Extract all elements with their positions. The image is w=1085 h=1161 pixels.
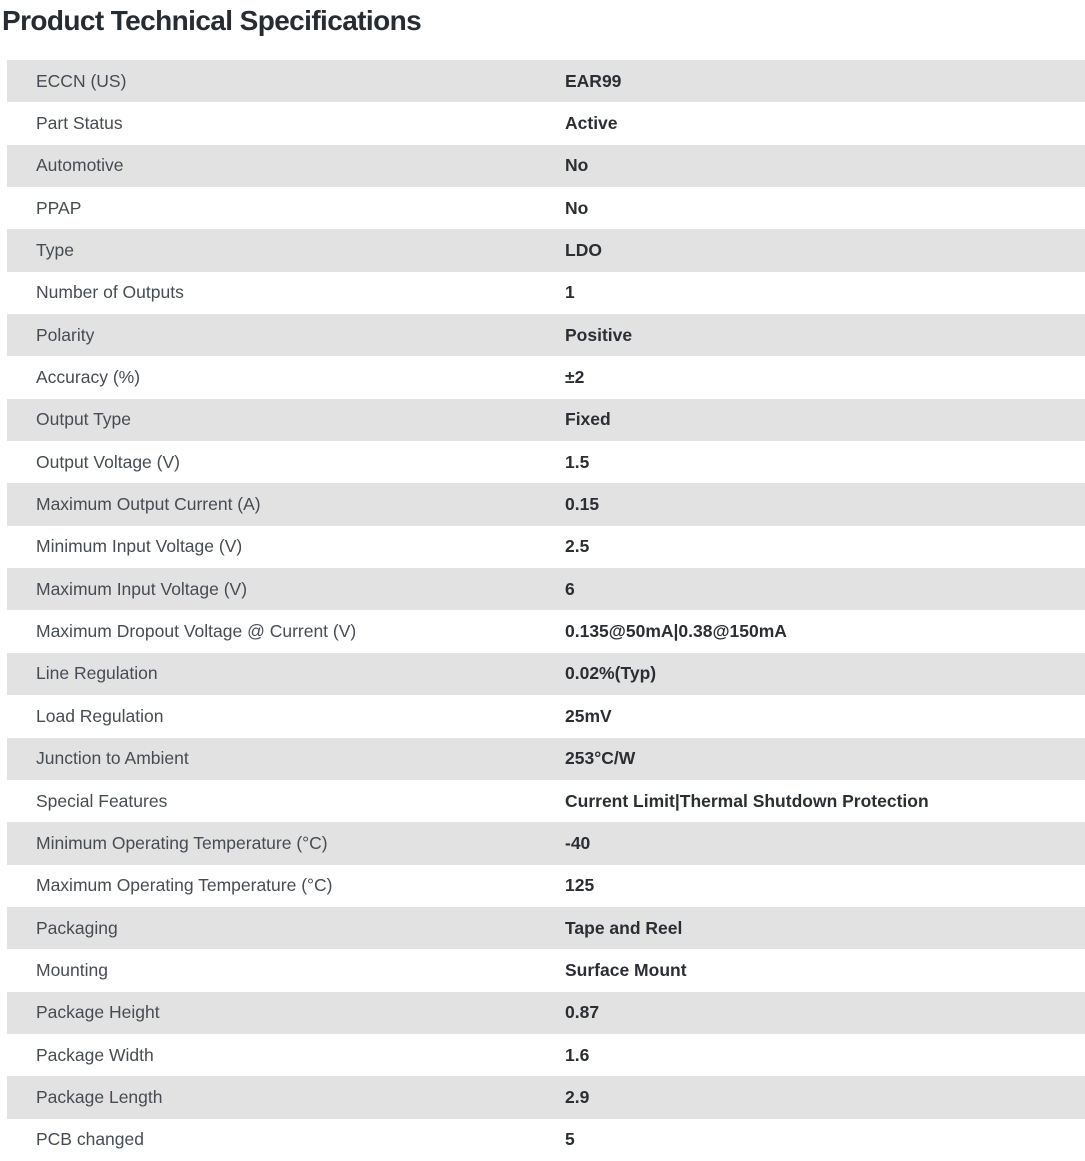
- spec-label: Part Status: [36, 113, 123, 134]
- table-row: [7, 187, 1085, 229]
- spec-value: ±2: [565, 367, 585, 388]
- spec-label: PCB changed: [36, 1129, 144, 1150]
- spec-value: 0.87: [565, 1002, 600, 1023]
- table-row: [7, 483, 1085, 525]
- spec-value: 1: [565, 282, 575, 303]
- spec-value: Fixed: [565, 409, 611, 430]
- table-row: [7, 60, 1085, 102]
- table-row: [7, 822, 1085, 864]
- spec-label: Maximum Operating Temperature (°C): [36, 875, 333, 896]
- table-row: [7, 314, 1085, 356]
- spec-value: 1.6: [565, 1044, 590, 1065]
- table-row: [7, 568, 1085, 610]
- spec-label: Load Regulation: [36, 705, 164, 726]
- spec-value: No: [565, 197, 589, 218]
- spec-label: Minimum Input Voltage (V): [36, 536, 243, 557]
- table-row: [7, 102, 1085, 144]
- table-row: [7, 949, 1085, 991]
- spec-value: 1.5: [565, 451, 590, 472]
- spec-value: 6: [565, 578, 575, 599]
- table-row: [7, 1076, 1085, 1118]
- spec-value: LDO: [565, 240, 602, 261]
- table-row: [7, 865, 1085, 907]
- spec-label: Maximum Dropout Voltage @ Current (V): [36, 621, 357, 642]
- table-row: [7, 653, 1085, 695]
- table-row: [7, 229, 1085, 271]
- table-row: [7, 399, 1085, 441]
- table-row: [7, 1034, 1085, 1076]
- spec-label: Polarity: [36, 324, 95, 345]
- table-row: [7, 272, 1085, 314]
- spec-label: PPAP: [36, 197, 82, 218]
- table-row: [7, 1119, 1085, 1161]
- spec-value: 2.5: [565, 536, 590, 557]
- spec-value: 125: [565, 875, 595, 896]
- spec-value: 0.15: [565, 494, 600, 515]
- spec-label: Package Width: [36, 1044, 154, 1065]
- spec-label: Package Length: [36, 1086, 163, 1107]
- spec-label: Type: [36, 240, 74, 261]
- spec-value: 25mV: [565, 705, 612, 726]
- table-row: [7, 992, 1085, 1034]
- spec-label: Special Features: [36, 790, 168, 811]
- spec-label: ECCN (US): [36, 70, 127, 91]
- spec-table: [0, 60, 1085, 1161]
- spec-value: EAR99: [565, 70, 622, 91]
- spec-value: Active: [565, 113, 618, 134]
- spec-label: Number of Outputs: [36, 282, 184, 303]
- table-row: [7, 441, 1085, 483]
- spec-value: -40: [565, 832, 591, 853]
- spec-label: Accuracy (%): [36, 367, 141, 388]
- spec-label: Line Regulation: [36, 663, 158, 684]
- spec-value: No: [565, 155, 589, 176]
- spec-value: 5: [565, 1129, 575, 1150]
- spec-value: Current Limit|Thermal Shutdown Protection: [565, 790, 929, 811]
- spec-label: Junction to Ambient: [36, 748, 189, 769]
- table-row: [7, 145, 1085, 187]
- spec-value: Tape and Reel: [565, 917, 683, 938]
- spec-value: Positive: [565, 324, 633, 345]
- spec-label: Maximum Output Current (A): [36, 494, 261, 515]
- table-row: [7, 738, 1085, 780]
- table-row: [7, 356, 1085, 398]
- table-row: [7, 526, 1085, 568]
- spec-value: Surface Mount: [565, 959, 687, 980]
- spec-value: 0.135@50mA|0.38@150mA: [565, 621, 787, 642]
- spec-value: 2.9: [565, 1086, 590, 1107]
- table-row: [7, 695, 1085, 737]
- spec-label: Maximum Input Voltage (V): [36, 578, 248, 599]
- spec-label: Mounting: [36, 959, 108, 980]
- spec-value: 0.02%(Typ): [565, 663, 657, 684]
- page-title: Product Technical Specifications: [2, 5, 422, 36]
- spec-label: Minimum Operating Temperature (°C): [36, 832, 328, 853]
- spec-label: Automotive: [36, 155, 124, 176]
- spec-label: Package Height: [36, 1002, 160, 1023]
- table-row: [7, 610, 1085, 652]
- spec-label: Output Type: [36, 409, 132, 430]
- table-row: [7, 780, 1085, 822]
- spec-value: 253°C/W: [565, 748, 636, 769]
- spec-label: Output Voltage (V): [36, 451, 180, 472]
- spec-label: Packaging: [36, 917, 118, 938]
- table-row: [7, 907, 1085, 949]
